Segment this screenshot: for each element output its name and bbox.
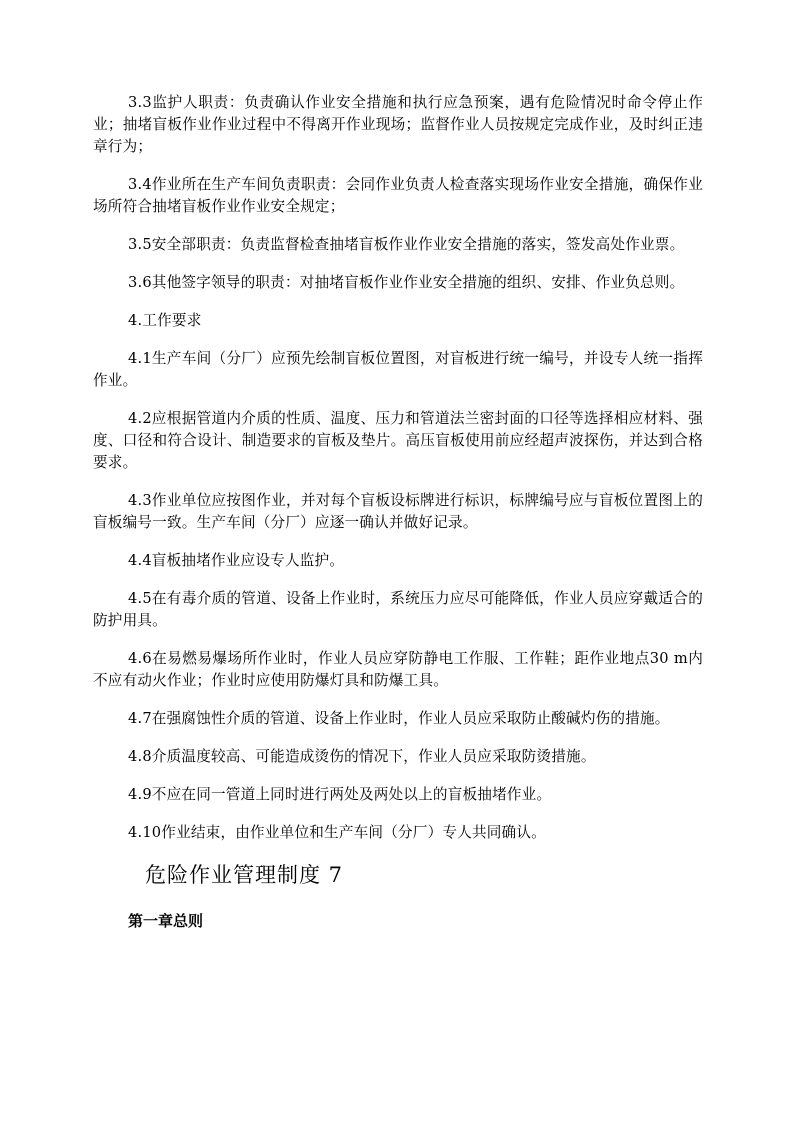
chapter-title: 第一章总则	[128, 912, 204, 930]
paragraph-4-2: 4.2应根据管道内介质的性质、温度、压力和管道法兰密封面的口径等选择相应材料、强度、口径和符合设计、制造要求的盲板及垫片。高压盲板使用前应经超声波探伤，并达到合格要求。	[93, 410, 703, 471]
paragraph-3-4: 3.4作业所在生产车间负责职责：会同作业负责人检查落实现场作业安全措施，确保作业场所符合抽堵盲板作业作业安全规定；	[93, 176, 703, 215]
paragraph-4-9: 4.9不应在同一管道上同时进行两处及两处以上的盲板抽堵作业。	[128, 786, 552, 803]
paragraph-3-6: 3.6其他签字领导的职责：对抽堵盲板作业作业安全措施的组织、安排、作业负总则。	[128, 274, 685, 291]
paragraph-3-5: 3.5安全部职责：负责监督检查抽堵盲板作业作业安全措施的落实，签发高处作业票。	[128, 236, 685, 253]
paragraph-4-6: 4.6在易燃易爆场所作业时，作业人员应穿防静电工作服、工作鞋；距作业地点30 m内不应有动火作业；作业时应使用防爆灯具和防爆工具。	[93, 650, 703, 689]
paragraph-4-10: 4.10作业结束，由作业单位和生产车间（分厂）专人共同确认。	[128, 824, 546, 841]
section-heading: 危险作业管理制度 7	[145, 863, 344, 887]
paragraph-4-4: 4.4盲板抽堵作业应设专人监护。	[128, 552, 345, 569]
paragraph-4-8: 4.8介质温度较高、可能造成烫伤的情况下，作业人员应采取防烫措施。	[128, 748, 596, 765]
document-body	[93, 92, 703, 932]
paragraph-4-title: 4.工作要求	[128, 312, 202, 329]
paragraph-3-3: 3.3监护人职责：负责确认作业安全措施和执行应急预案，遇有危险情况时命令停止作业；抽堵盲板作业作业过程中不得离开作业现场；监督作业人员按规定完成作业，及时纠正违章行为；	[93, 94, 703, 155]
paragraph-4-5: 4.5在有毒介质的管道、设备上作业时，系统压力应尽可能降低，作业人员应穿戴适合的防护用具。	[93, 590, 703, 629]
paragraph-4-3: 4.3作业单位应按图作业，并对每个盲板设标牌进行标识，标牌编号应与盲板位置图上的盲板编号一致。生产车间（分厂）应逐一确认并做好记录。	[93, 492, 703, 531]
paragraph-4-7: 4.7在强腐蚀性介质的管道、设备上作业时，作业人员应采取防止酸碱灼伤的措施。	[128, 710, 670, 727]
paragraph-4-1: 4.1生产车间（分厂）应预先绘制盲板位置图，对盲板进行统一编号，并设专人统一指挥作业。	[93, 350, 703, 389]
